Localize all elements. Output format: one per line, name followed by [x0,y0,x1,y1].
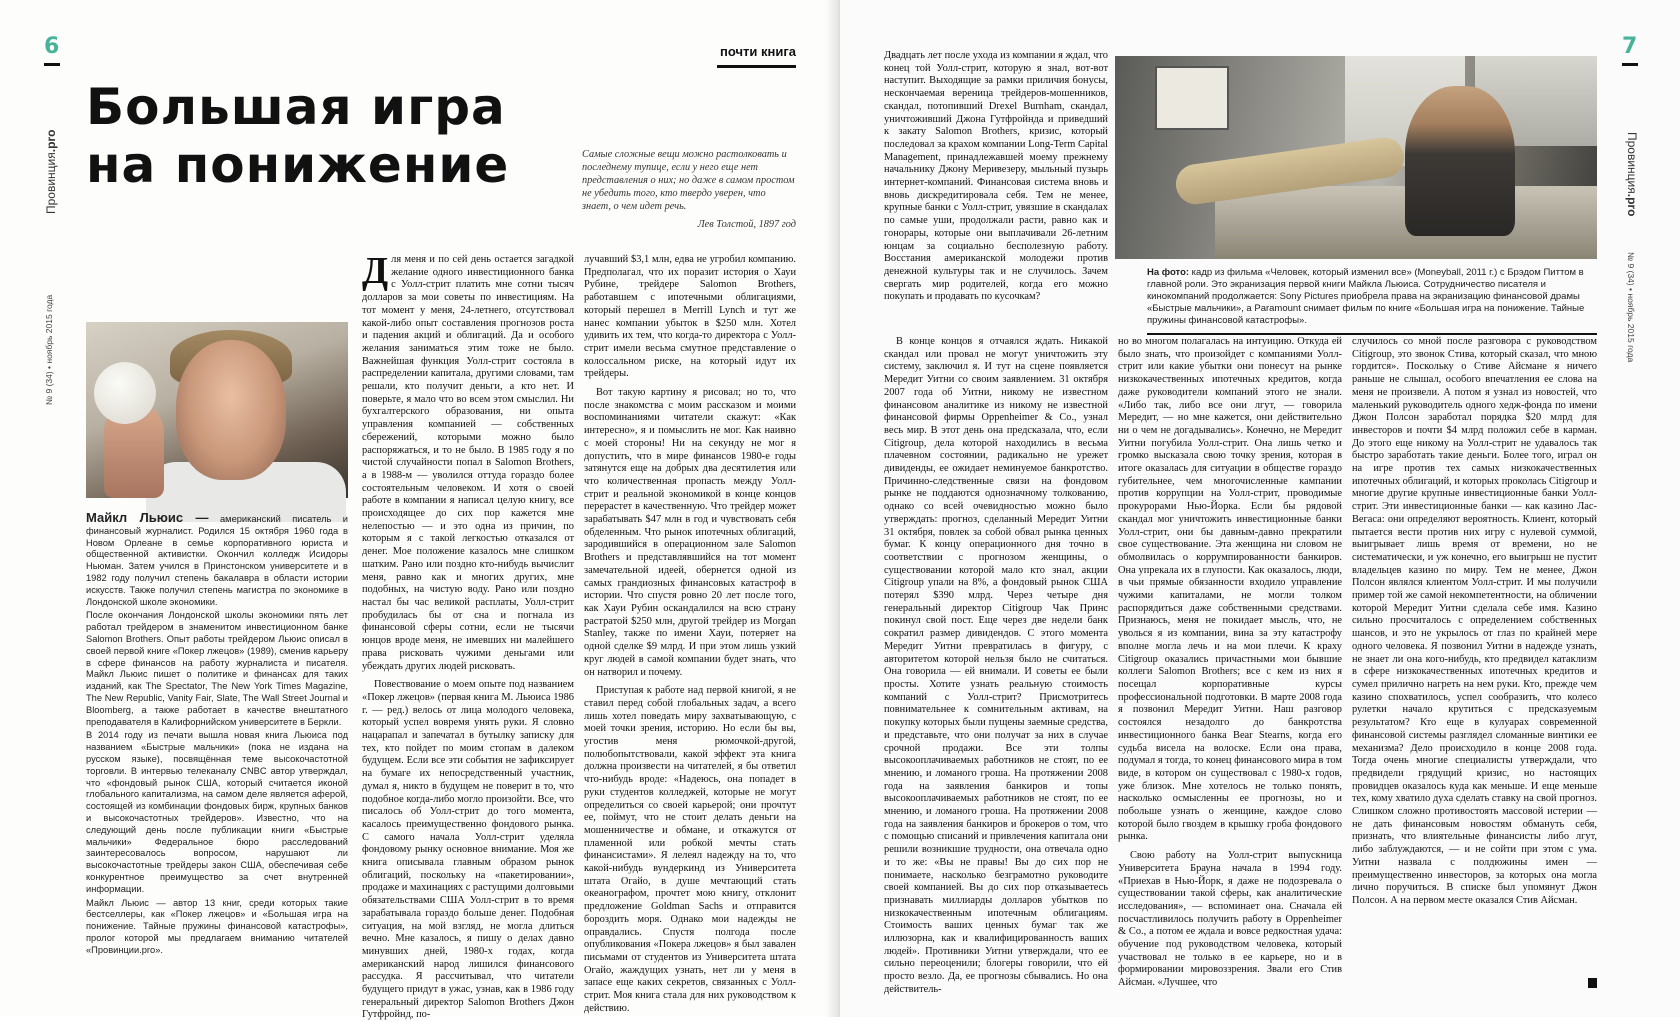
paragraph: Приступая к работе над первой книгой, я не ставил перед собой глобальных задач, а всего лишь хотел поведать миру захватывающую, с моей точки зрения, историю. Но если бы вы, угостив меня рюмочкой-другой, полюбопытствовали, какой эффект эта книга должна произвести на читателей, я бы ответил что-нибудь вроде: «Надеюсь, она попадет в руки студентов колледжей, которые не могут определиться со своей карьерой; они прочтут ее, поймут, что не стоит делать деньги на мошенничестве и обмане, и откажутся от пламенной или робкой мечты стать финансистами». Я лелеял надежду на то, что какой-нибудь вундеркинд из Университета штата Огайо, в душе мечтающий стать океанографом, прочтет мою книгу, отклонит предложение Goldman Sachs и отправится бороздить моря. Однако мои надежды не оправдались. Спустя полгода после опубликования «Покера лжецов» я был завален письмами от студентов из Университета штата Огайо, жаждущих узнать, нет ли у меня в запасе еще каких секретов, связанных с Уолл-стрит. Моя книга стала для них руководством к действию. [584,685,796,1014]
paragraph: лучавший $3,1 млн, едва не угробил компанию. Предполагал, что их поразит история о Хауи Рубине, трейдере Salomon Brothers, работавшем с ипотечными облигациями, который перешел в Merrill Lynch и тут же нанес компании убыток в $250 млн. Хотел удивить их тем, что когда-то директора с Уолл-стрит имели весьма смутное представление о колоссальном риске, на который идут их трейдеры. [584,254,796,380]
side-brand-right: Провинция.pro [1625,132,1639,217]
article-column-3-top [884,50,1108,325]
photo-caption: На фото: кадр из фильма «Человек, который изменил все» (Moneyball, 2011 г.) с Брэдом Питтом в главной роли. Это экранизация первой книги Майкла Льюиса. Сотрудничество писателя и кинокомпаний продолжается: Sony Pictures приобрела права на экранизацию финансовой драмы «Быстрые мальчики», а Paramount снимает фильм по книге «Большая игра на понижение. Тайные пружины финансовой катастрофы». [1147,267,1597,335]
moneyball-film-still-photo [1115,56,1597,259]
author-bio: Майкл Льюис — американский писатель и финансовый журналист. Родился 15 октября 1960 года в Новом Орлеане в семье корпоративного юриста и общественной активистки. Окончил колледж Исидоры Ньюман. Затем учился в Принстонском университете и в 1982 году получил степень бакалавра в области истории искусств. Также получил степень магистра по экономике в Лондонской школе экономики. После окончания Лондонской школы экономики пять лет работал трейдером в знаменитом инвестиционном банке Salomon Brothers. Опыт работы трейдером Льюис описал в своей первой книге «Покер лжецов» (1989), сменив карьеру в сфере финансов на работу журналиста и писателя. Майкл Льюис пишет о политике и финансах для таких изданий, как The Spectator, The New York Times Magazine, The New Republic, Vanity Fair, Slate, The Wall Street Journal и Bloomberg, а также работает в качестве внештатного преподавателя в Калифорнийском университете в Беркли. В 2014 году из печати вышла новая книга Льюиса под названием «Быстрые мальчики» (пока не издана на русском языке), посвящённая теме высокочастотной торговли. В интервью телеканалу CNBC автор утверждал, что «фондовый рынок США, который считается иконой глобального капитализма, на самом деле является аферой, состоящей из комбинации фондовых бирж, крупных банков и высокочастотных трейдеров». Известно, что на следующий день после публикации книги «Быстрые мальчики» Федеральное бюро расследований заинтересовалось вопросом, нарушают ли высокочастотные трейдеры закон США, обеспечивая себе конкурентное преимущество за счет внутренней информации. Майкл Льюис — автор 13 книг, среди которых такие бестселлеры, как «Покер лжецов» и «Большая игра на понижение. Тайные пружины финансовой катастрофы», пролог которой мы предлагаем вниманию читателей «Провинции.pro». [86,510,349,955]
paragraph: В конце концов я отчаялся ждать. Никакой скандал или провал не могут уничтожить эту систему, заключил я. И тут на сцене появляется Мередит Уитни со своим заявлением. 31 октября 2007 года об Уитни, никому не известном финансовом аналитике из никому не известной финансовой фирмы Oppenheimer & Co., узнал весь мир. В этот день она предсказала, что, если Citigroup, дела которой находились в весьма плачевном состоянии, радикально не урежет дивиденды, ее ожидает неминуемое банкротство. Причинно-следственные связи на фондовом рынке не поддаются однозначному толкованию, однако со всей очевидностью можно было утверждать: прогноз, сделанный Мередит Уитни 31 октября, повлек за собой обвал рынка ценных бумаг. К концу операционного дня точно в соответствии с прогнозом женщины, о существовании которой мало кто знал, акции Citigroup упали на 8%, а фондовый рынок США потерял $390 млрд. Через четыре дня генеральный директор Citigroup Чак Принс покинул свой пост. Еще через две недели банк сократил размер дивидендов. С этого момента Мередит Уитни превратилась в фигуру, с авторитетом которой нельзя было не считаться. Она говорила — ей внимали. И советы ее были просты. Хотите узнать реальную стоимость компаний с Уолл-стрит? Присмотритесь повнимательнее к сомнительным активам, на покупку которых были пущены заемные средства, и представьте, что они получат за них в случае срочной продажи. Все эти толпы высокооплачиваемых работников не стоят, по ее мнению, и ломаного гроша. На протяжении 2008 года на заявления банкиров и топы высокооплачиваемых работников не стоят, по ее мнению, и ломаного гроша. На протяжении 2008 года на заявления банкиров и брокеров о том, что с помощью списаний и привлечения капитала они решили возникшие трудности, она отвечала одно и то же: «Вы не правы! Вы до сих пор не понимаете, насколько безграмотно руководите своей компанией. Вы до сих пор отказываетесь признавать миллиарды долларов убытков по низкокачественным ипотечным облигациям. Стоимость ваших ценных бумаг так же иллюзорна, как и квалифицированность ваших людей». Противники Уитни утверждали, что ее сильно переоценили; блогеры говорили, что ей просто везло. Да, ее прогнозы сбывались. Но она действитель- [884,336,1108,995]
article-column-4 [1118,336,1342,989]
article-column-2 [584,254,796,1014]
drop-cap: Д [362,250,389,292]
epigraph [582,148,796,231]
page-number-left: 6 [44,34,60,66]
caption-label: На фото: [1147,267,1190,278]
paragraph: Свою работу на Уолл-стрит выпускница Университета Брауна начала в 1994 году. «Приехав в Нью-Йорк, я даже не подозревала о существовании такой сферы, как аналитические исследования», — вспоминает она. Сначала ей посчастливилось получить работу в Oppenheimer & Co., а потом ее ждала и вовсе редкостная удача: обучение под руководством человека, который участвовал не только в ее карьере, но и в формировании мировоззрения. Звали его Стив Айсман. «Лучшее, что [1118,850,1342,989]
paragraph: Двадцать лет после ухода из компании я ждал, что конец той Уолл-стрит, которую я знал, вот-вот наступит. Выходящие за рамки приличия бонусы, нескончаемая вереница трейдеров-мошенников, скандал, потопивший Drexel Burnham, скандал, уничтоживший Джона Гутфройнда и приведший к закату Salomon Brothers, кризис, который последовал за крахом компании Long-Term Capital Management, принадлежавшей моему прежнему начальнику Джону Меривезеру, мыльный пузырь интернет-компаний. Финансовая система вновь и вновь дискредитировала себя. Тем не менее, крупные банки с Уолл-стрит, увязшие в скандалах по самые уши, продолжали расти, равно как и гонорары, которые они выплачивали 26-летним юнцам за социально бесполезную работу. Восстания американской молодежи против денежной культуры так и не случилось. Зачем свергать мир родителей, когда его можно покупать и продавать по кусочкам? [884,50,1108,303]
epigraph-author: Лев Толстой, 1897 год [697,219,796,230]
bio-paragraph: Майкл Льюис — автор 13 книг, среди которых такие бестселлеры, как «Покер лжецов» и «Большая игра на понижение. Тайные пружины финансовой катастрофы», пролог которой мы предлагаем вниманию читателей «Провинции.pro». [86,897,348,955]
paragraph: Вот такую картину я рисовал; но то, что после знакомства с моим рассказом и моими воспоминаниями читатели скажут: «Как интересно», я и помыслить не мог. Как наивно с моей стороны! Ни на секунду не мог я допустить, что в мире финансов 1980-е годы затянутся еще на добрых два десятилетия или что количественная пропасть между Уолл-стрит и реальной экономикой в конце концов перерастет в качественную. Что трейдер может зарабатывать $47 млн в год и чувствовать себя обделенным. Что рынок ипотечных облигаций, зародившийся в операционном зале Salomon Brothers и представлявшийся на тот момент замечательной идеей, обернется одной из самых грандиозных финансовых катастроф в истории. Что спустя ровно 20 лет после того, как Хауи Рубин оскандалился на всю страну растратой $250 млн, другой трейдер из Morgan Stanley, также по имени Хауи, потеряет на одной сделке $9 млрд. И при этом лишь узкий круг людей в самой компании будет знать, что он натворил и почему. [584,387,796,678]
bio-name: Майкл Льюис — [86,510,209,525]
side-issue-right: № 9 (34) • ноябрь 2015 года [1626,252,1636,363]
end-of-article-mark [1588,978,1597,988]
epigraph-text: Самые сложные вещи можно растолковать и последнему тупице, если у него еще нет представления о них; но даже в самом простом не убедить того, кто твердо уверен, что знает, о чем идет речь. [582,149,795,212]
left-page [0,0,840,1021]
paragraph: но во многом полагалась на интуицию. Откуда ей было знать, что произойдет с компаниями Уолл-стрит или какие убытки они понесут на рынке низкокачественных ипотечных кредитов, когда даже руководители компаний этого не знали. «Либо так, либо все они лгут, — говорила Мередит, — но мне кажется, они действительно ни о чем не догадывались». Конечно, не Мередит Уитни погубила Уолл-стрит. Она лишь четко и громко высказала свою точку зрения, которая в итоге оказалась для ситуации в обществе гораздо губительнее, чем многочисленные кампании против коррупции на Уолл-стрит, проводимые прокурорами Нью-Йорка. Если бы рядовой скандал мог уничтожить инвестиционные банки Уолл-стрит, они бы давным-давно прекратили свое существование. Эта женщина ни словом не обмолвилась о коррумпированности банкиров. Она упрекала их в глупости. Как оказалось, люди, в чьи прямые обязанности входило управление чужими капиталами, не могли толком распорядиться даже собственными средствами. Признаюсь, меня не покидает мысль, что, не уволься я из компании, вина за эту катастрофу вполне могла лечь и на мои плечи. К краху Citigroup оказались причастными мои бывшие коллеги Salomon Brothers; все с кем из них я посещал корпоративные курсы профессиональной подготовки. В марте 2008 года я позвонил Мередит Уитни. Наш разговор состоялся незадолго до банкротства инвестиционного банка Bear Stearns, когда его судьба висела на волоске. Если она права, подумал я тогда, то конец финансового мира в том виде, в котором он существовал с 1980-х годов, уже близок. Мне хотелось не только понять, насколько осмысленны ее прогнозы, но и побольше узнать о женщине, каждое слово которой было гвоздем в крышку гроба фондового рынка. [1118,336,1342,843]
author-portrait-photo [86,322,348,498]
article-column-5 [1352,336,1597,989]
paragraph: Повествование о моем опыте под названием «Покер лжецов» (первая книга М. Льюиса 1986 г. — ред.) велось от лица молодого человека, который успел вовремя унять руки. Я словно нацарапал и запечатал в бутылку записку для тех, кто пойдет по моим стопам в далеком будущем. Если все эти события не зафиксирует на бумаге их непосредственный участник, думал я, никто в будущем не поверит в то, что подобное когда-либо могло произойти. Все, что писалось об Уолл-стрит до того момента, касалось преимущественно фондового рынка. С самого начала Уолл-стрит уделяла фондовому рынку основное внимание. Моя же книга описывала главным образом рынок облигаций, поскольку на «пакетировании», продаже и махинациях с растущими долговыми обязательствами США Уолл-стрит в то время зарабатывала гораздо больше денег. Подобная ситуация, на мой взгляд, не могла длиться вечно. Мне казалось, я пишу о делах давно минувших дней, 1980-х годах, когда американский народ лишился финансового рассудка. Я рассчитывал, что читатели будущего придут в ужас, узнав, как в 1986 году генеральный директор Salomon Brothers Джон Гутфройнд, по- [362,679,574,1021]
section-label: почти книга [717,44,796,68]
bio-paragraph: В 2014 году из печати вышла новая книга Льюиса под названием «Быстрые мальчики» (пока не издана на русском языке), посвящённая теме высокочастотной торговли. В интервью телеканалу CNBC автор утверждал, что «фондовый рынок США, который считается иконой глобального капитализма, на самом деле является аферой, состоящей из комбинации фондовых бирж, крупных банков и высокочастотных трейдеров». Известно, что на следующий день после публикации книги «Быстрые мальчики» Федеральное бюро расследований заинтересовалось вопросом, нарушают ли высокочастотные трейдеры закон США, обеспечивая себе конкурентное преимущество за счет внутренней информации. [86,730,348,894]
article-title: Большая игра на понижение [86,78,510,194]
page-number-right: 7 [1622,34,1638,66]
article-column-1: Для меня и по сей день остается загадкой желание одного инвестиционного банка с Уолл-стрит платить мне сотни тысяч долларов за мои советы по инвестициям. На тот момент у меня, 24-летнего, отсутствовал какой-либо опыт составления прогнозов роста и падения акций и облигаций. Да и особого желания заниматься этим тоже не было. Важнейшая функция Уолл-стрит состояла в распределении капитала, другими словами, там решали, кто получит деньги, а кто нет. И поверьте, я мало что во всем этом смыслил. Ни бухгалтерского образования, ни опыта управления компанией — собственных сбережений, которыми можно было распоряжаться, и то не было. В 1985 году я по чистой случайности попал в Salomon Brothers, а в 1988-м — уволился оттуда гораздо более состоятельным человеком. И хотя о своей работе в компании я написал целую книгу, все происходящее до сих пор кажется мне нелепостью — и это одна из причин, по которым я с такой легкостью отказался от денег. Мое положение казалось мне слишком шатким. Рано или поздно кто-нибудь вычислит меня, равно как и многих других, мне подобных, на чистую воду. Рано или поздно настал бы час великой расплаты, Уолл-стрит пробудилась бы от сна и погнала из финансовой сферы сотни, если не тысячи юнцов вроде меня, не имевших ни малейшего права рисковать чужими деньгами или убеждать других людей рисковать. Повествование о моем опыте под названием «Покер лжецов» (первая книга М. Льюиса 1986 г. — ред.) велось от лица молодого человека, который успел вовремя унять руки. Я словно нацарапал и запечатал в бутылку записку для тех, кто пойдет по моим стопам в далеком будущем. Если все эти события не зафиксирует на бумаге их непосредственный участник, думал я, никто в будущем не поверит в то, что подобное когда-либо могло произойти. Все, что писалось об Уолл-стрит до того момента, касалось преимущественно фондового рынка. С самого начала Уолл-стрит уделяла фондовому рынку основное внимание. Моя же книга описывала главным образом рынок облигаций, поскольку на «пакетировании», продаже и махинациях с растущими долговыми обязательствами США Уолл-стрит в то время зарабатывала гораздо больше денег. Подобная ситуация, на мой взгляд, не могла длиться вечно. Мне казалось, я пишу о делах давно минувших дней, 1980-х годах, когда американский народ лишился финансового рассудка. Я рассчитывал, что читатели будущего придут в ужас, узнав, как в 1986 году генеральный директор Salomon Brothers Джон Гутфройнд, по- [362,250,574,1021]
paragraph: случилось со мной после разговора с руководством Citigroup, это звонок Стива, который сказал, что мною гордится». Поскольку о Стиве Айсмане я ничего раньше не слышал, особого впечатления ее слова на меня не произвели. А потом я узнал из новостей, что маленький руководитель одного хедж-фонда по имени Джон Полсон заработал порядка $20 млрд для инвесторов и почти $4 млрд положил себе в карман. До этого еще никому на Уолл-стрит не удавалось так быстро заработать такие деньги. Более того, играл он на игре против тех самых низкокачественных ипотечных облигаций, и которых проколась Citigroup и многие другие крупные инвестиционные банки Уолл-стрит. Эти инвестиционные банки — как казино Лас-Вегаса: они определяют вероятность. Клиент, который пытается вести против них игру с нулевой суммой, выигрывает лишь время от времени, но не систематически, и уж конечно, его выигрыш не пустит владельцев казино по миру. Тем не менее, Джон Полсон являлся клиентом Уолл-стрит. И мы получили пример той же самой некомпетентности, на обличении которой Мередит Уитни сделала себе имя. Казино сильно просчиталось с определением собственных шансов, и это не укрылось от глаз по крайней мере одного человека. Я позвонил Уитни в надежде узнать, не знает ли она кого-нибудь, кто предвидел катаклизм в сфере низкокачественных ипотечных кредитов и сумел прилично нагреть на нем руки. Кто, прежде чем казино спохватилось, успел сообразить, что колесо рулетки начало крутиться с предсказуемым результатом? Кто еще в кулуарах современной финансовой системы разглядел сломанные винтики ее механизма? Дело происходило в конце 2008 года. Тогда очень многие специалисты утверждали, что предвидели грядущий кризис, но настоящих провидцев оказалось куда как меньше. И еще меньше тех, кому хватило духа сделать ставку на свой прогноз. Слишком сложно противостоять массовой истерии — не дать финансовым новостям обмануть себя, признать, что влиятельные финансисты либо лгут, либо заблуждаются, — и не сойти при этом с ума. Уитни назвала с полдюжины имен — преимущественно инвесторов, за которых она могла лично поручиться. В списке был упомянут Джон Полсон. А на первом месте оказался Стив Айсман. [1352,336,1597,906]
side-issue-left: № 9 (34) • ноябрь 2015 года [44,294,54,405]
bio-paragraph: После окончания Лондонской школы экономики пять лет работал трейдером в знаменитом инвестиционном банке Salomon Brothers. Опыт работы трейдером Льюис описал в своей первой книге «Покер лжецов» (1989), сменив карьеру в сфере финансов на работу журналиста и писателя. Майкл Льюис пишет о политике и финансах для таких изданий, как The Spectator, The New York Times Magazine, The New Republic, Vanity Fair, Slate, The Wall Street Journal и Bloomberg, а также работает в качестве внештатного преподавателя в Калифорнийском университете в Беркли. [86,610,348,727]
article-column-3-bottom [884,336,1108,995]
side-brand-left: Провинция.pro [44,129,58,214]
